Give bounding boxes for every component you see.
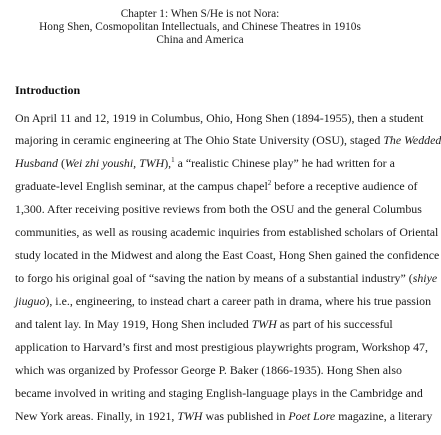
body-text: a “realistic Chinese play” he had written for a bbox=[174, 156, 395, 170]
italic-title: TWH bbox=[177, 409, 203, 423]
body-line-9 bbox=[15, 294, 432, 308]
chapter-title-line-1: Chapter 1: When S/He is not Nora: bbox=[120, 8, 280, 20]
body-line-11: application to Harvard’s first and most prestigious playwrights program, Workshop 47, bbox=[15, 340, 428, 354]
body-line-14 bbox=[15, 409, 433, 423]
body-line-2 bbox=[15, 133, 441, 147]
chapter-title-line-2: Hong Shen, Cosmopolitan Intellectuals, and Chinese Theatres in 1910s bbox=[39, 21, 361, 33]
body-text: and talent lay. In May 1919, Hong Shen included bbox=[15, 317, 249, 331]
body-text: before a receptive audience of bbox=[271, 179, 418, 193]
body-text: majoring in ceramic engineering at The Ohio State University (OSU), staged bbox=[15, 133, 381, 147]
body-text: magazine, a literary bbox=[338, 409, 433, 423]
body-line-5: 1,300. After receiving positive reviews from both the OSU and the general Columbus bbox=[15, 202, 422, 216]
body-line-1: On April 11 and 12, 1919 in Columbus, Ohio, Hong Shen (1894-1955), then a student bbox=[15, 111, 424, 125]
body-line-12: which was organized by Professor George P. Baker (1866-1935). Hong Shen also bbox=[15, 363, 402, 377]
italic-title: The Wedded bbox=[383, 133, 441, 147]
section-heading: Introduction bbox=[15, 83, 81, 97]
footnote-marker-2[interactable]: 2 bbox=[267, 179, 272, 188]
body-line-13: became involved in writing and staging English-language plays in the Cambridge and bbox=[15, 386, 423, 400]
italic-title: Wei zhi youshi, TWH bbox=[64, 156, 165, 170]
body-text: New York areas. Finally, in 1921, bbox=[15, 409, 175, 423]
body-line-6: communities, as well as rousing academic inquiries from established scholars of Oriental bbox=[15, 225, 439, 239]
footnote-marker-1[interactable]: 1 bbox=[171, 156, 175, 165]
body-line-4 bbox=[15, 179, 418, 193]
body-text: to forgo his original goal of “saving the nation by means of a substantial industry” ( bbox=[15, 271, 413, 285]
italic-term: jiuguo bbox=[15, 294, 46, 308]
body-line-8 bbox=[15, 271, 438, 285]
body-line-3 bbox=[15, 156, 395, 170]
body-line-7: study located in the Midwest and along the East Coast, Hong Shen gained the confidence bbox=[15, 248, 440, 262]
body-text: graduate-level English seminar, at the campus chapel bbox=[15, 179, 268, 193]
italic-term: shiye bbox=[412, 271, 438, 285]
body-text: ), bbox=[164, 156, 172, 170]
italic-title: Poet Lore bbox=[288, 409, 336, 423]
chapter-title-line-3: China and America bbox=[156, 34, 244, 46]
body-text: ( bbox=[60, 156, 65, 170]
body-text: ), i.e., engineering, to instead chart a career path in drama, where his true passion bbox=[45, 294, 432, 308]
body-line-10 bbox=[15, 317, 393, 331]
italic-title: Husband bbox=[15, 156, 58, 170]
body-text: was published in bbox=[205, 409, 286, 423]
italic-title: TWH bbox=[251, 317, 277, 331]
body-text: as part of his successful bbox=[279, 317, 393, 331]
